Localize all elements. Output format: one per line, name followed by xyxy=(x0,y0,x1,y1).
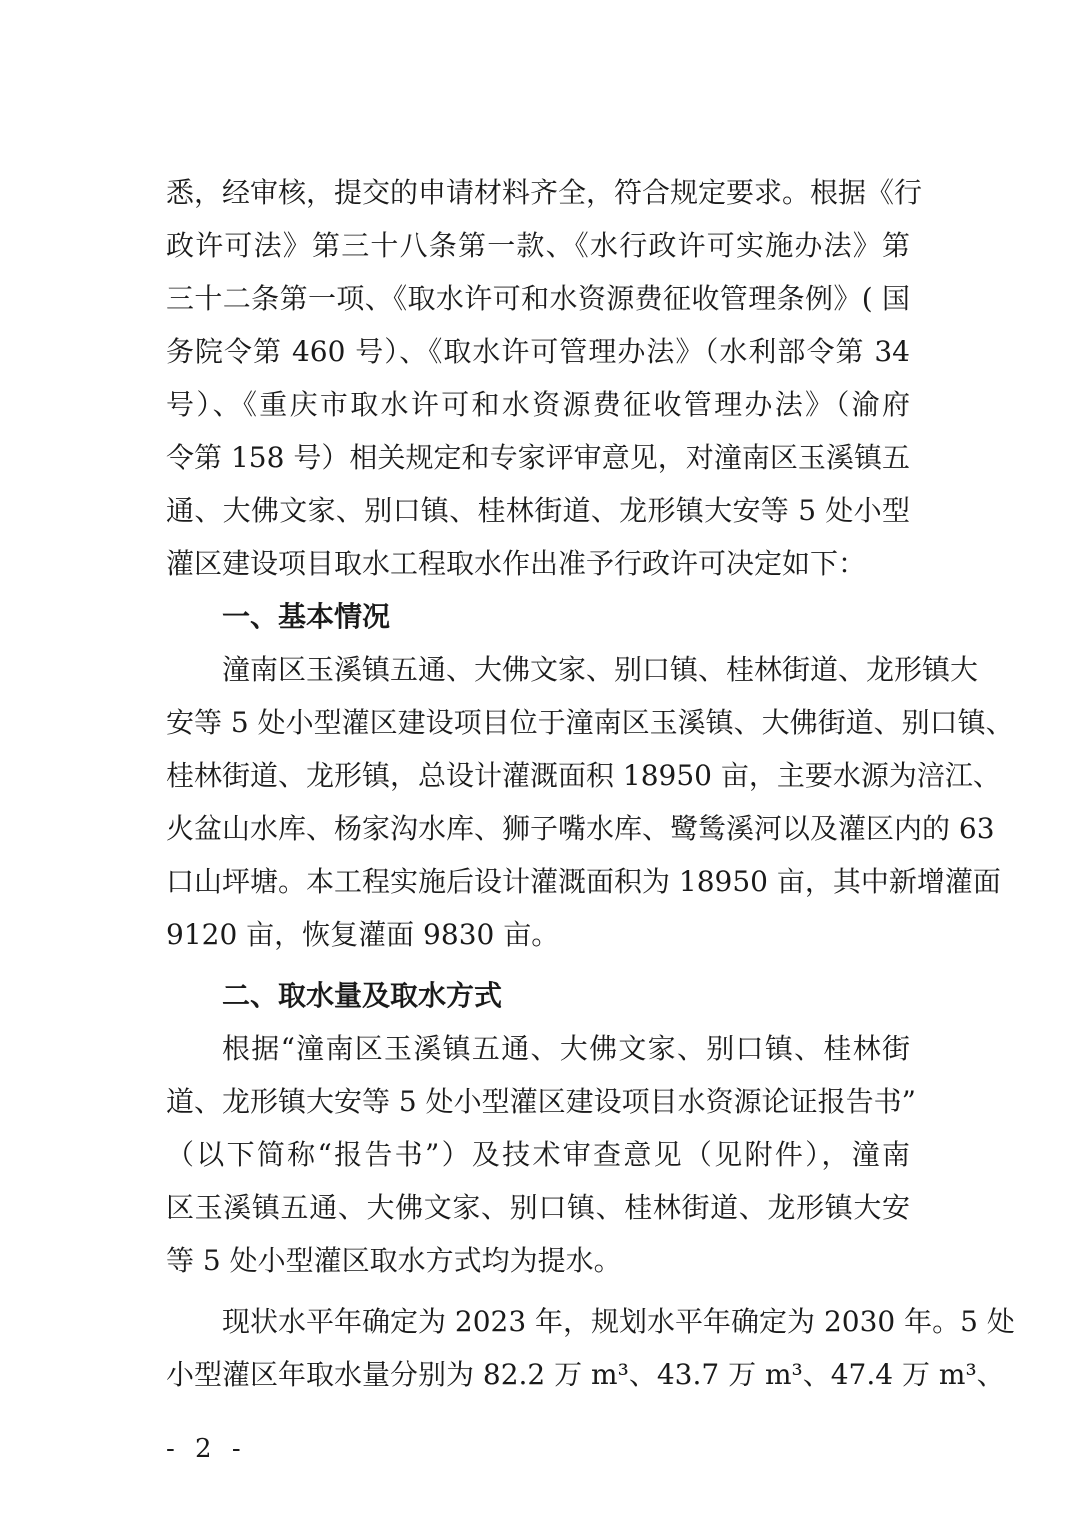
text-line: 道、龙形镇大安等 5 处小型灌区建设项目水资源论证报告书” xyxy=(166,1085,916,1118)
section-heading-method: 二、取水量及取水方式 xyxy=(222,979,503,1012)
text-line: 政许可法》第三十八条第一款、《水行政许可实施办法》第 xyxy=(166,229,910,262)
text-line: 三十二条第一项、《取水许可和水资源费征收管理条例》( 国 xyxy=(166,282,910,315)
spacer xyxy=(166,1287,910,1295)
spacer xyxy=(166,961,910,969)
text-line: 小型灌区年取水量分别为 82.2 万 m³、43.7 万 m³、47.4 万 m³、 xyxy=(166,1358,1005,1391)
text-line: 务院令第 460 号）、《取水许可管理办法》（水利部令第 34 xyxy=(166,335,910,368)
text-line: 灌区建设项目取水工程取水作出准予行政许可决定如下： xyxy=(166,547,867,580)
paragraph-quantity xyxy=(166,1295,1015,1401)
text-line: 通、大佛文家、别口镇、桂林街道、龙形镇大安等 5 处小型 xyxy=(166,494,910,527)
paragraph-method xyxy=(166,1022,916,1287)
text-line: 区玉溪镇五通、大佛文家、别口镇、桂林街道、龙形镇大安 xyxy=(166,1191,910,1224)
text-line: 根据“潼南区玉溪镇五通、大佛文家、别口镇、桂林街 xyxy=(222,1032,910,1065)
text-line: 潼南区玉溪镇五通、大佛文家、别口镇、桂林街道、龙形镇大 xyxy=(222,653,979,686)
text-line: 口山坪塘。本工程实施后设计灌溉面积为 18950 亩，其中新增灌面 xyxy=(166,865,1001,898)
section-heading-basic: 一、基本情况 xyxy=(222,600,391,633)
text-line: 等 5 处小型灌区取水方式均为提水。 xyxy=(166,1244,622,1277)
text-line: 安等 5 处小型灌区建设项目位于潼南区玉溪镇、大佛街道、别口镇、 xyxy=(166,706,1014,739)
text-line: 桂林街道、龙形镇，总设计灌溉面积 18950 亩，主要水源为涪江、 xyxy=(166,759,1001,792)
text-line: 号）、《重庆市取水许可和水资源费征收管理办法》（渝府 xyxy=(166,388,910,421)
text-line: 现状水平年确定为 2023 年，规划水平年确定为 2030 年。5 处 xyxy=(222,1305,1015,1338)
paragraph-basic xyxy=(166,643,1014,961)
text-line: （以下简称“报告书”）及技术审查意见（见附件），潼南 xyxy=(166,1138,910,1171)
paragraph-intro xyxy=(166,166,923,590)
page-number: - 2 - xyxy=(166,1434,247,1464)
document-body xyxy=(166,166,1015,1401)
text-line: 火盆山水库、杨家沟水库、狮子嘴水库、鹭鸶溪河以及灌区内的 63 xyxy=(166,812,995,845)
text-line: 9120 亩，恢复灌面 9830 亩。 xyxy=(166,918,560,951)
text-line: 令第 158 号）相关规定和专家评审意见，对潼南区玉溪镇五 xyxy=(166,441,910,474)
text-line: 悉，经审核，提交的申请材料齐全，符合规定要求。根据《行 xyxy=(166,176,923,209)
